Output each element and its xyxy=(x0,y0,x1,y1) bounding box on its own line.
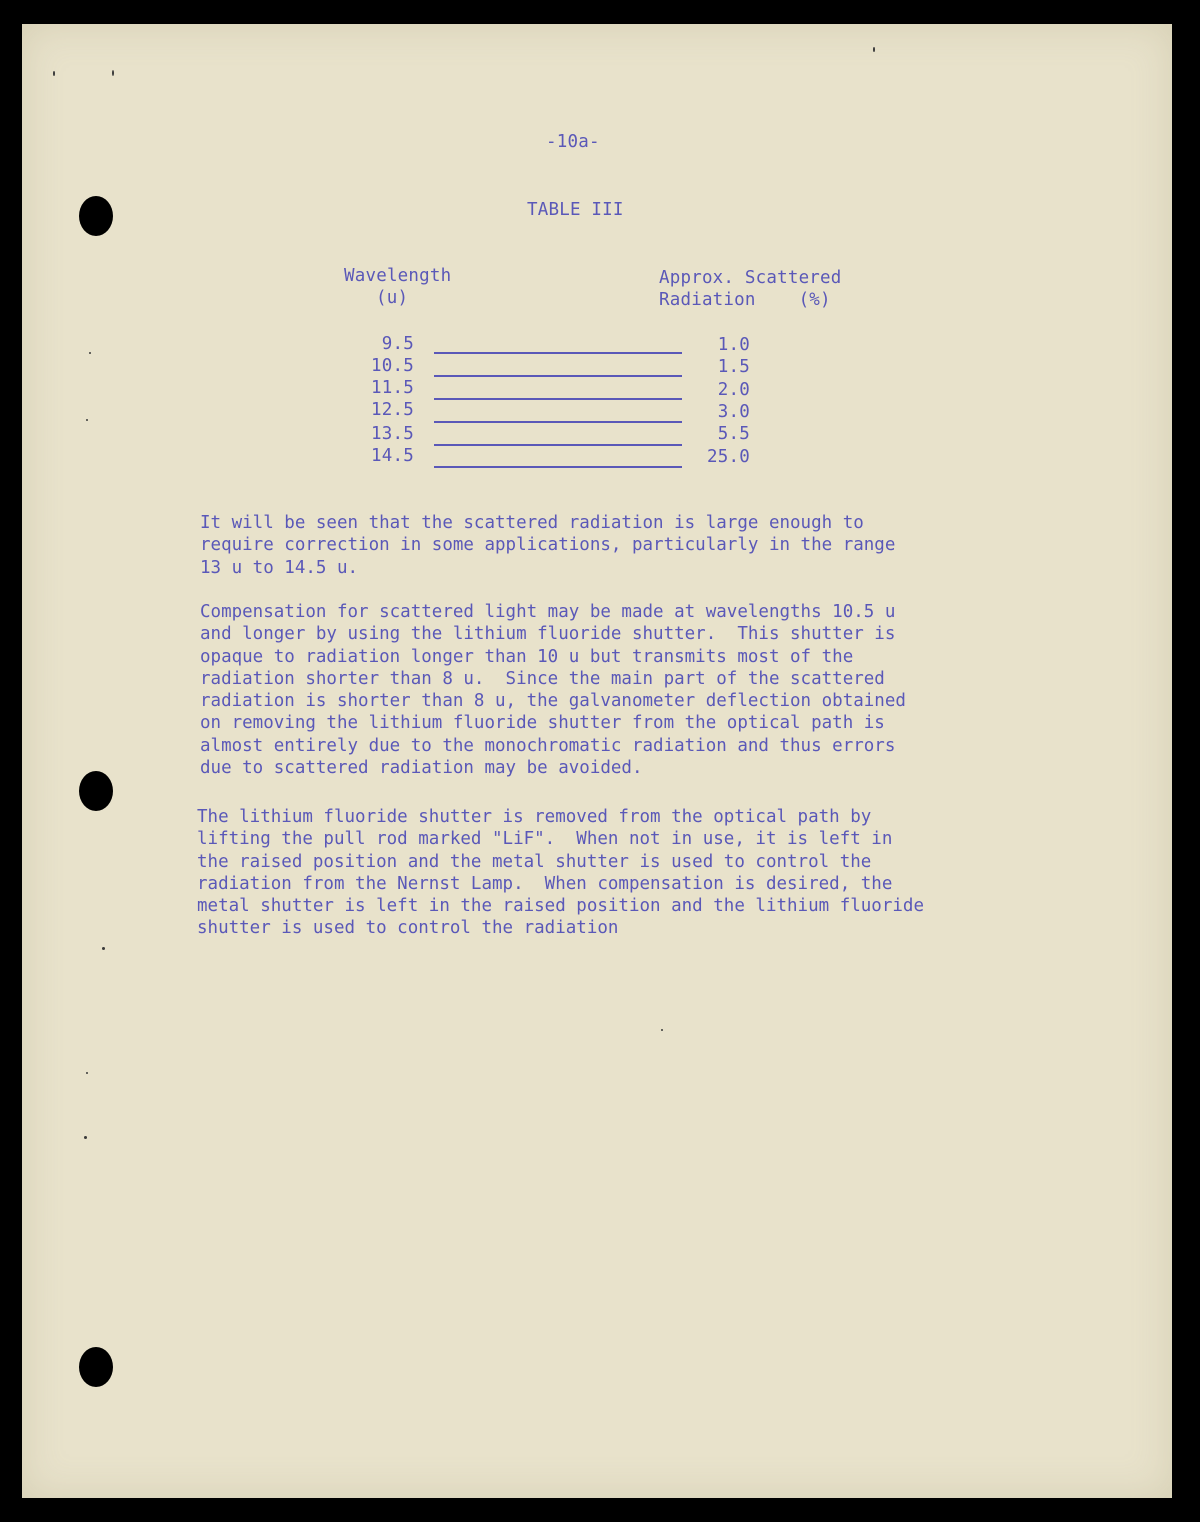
binder-hole-top xyxy=(79,196,113,236)
paragraph-line: lifting the pull rod marked "LiF". When not in use, it is left in xyxy=(197,829,893,850)
paragraph-line: require correction in some applications, particularly in the range xyxy=(200,535,896,556)
page-number: -10a- xyxy=(546,132,600,152)
leader-line xyxy=(434,375,682,377)
paragraph-line: 13 u to 14.5 u. xyxy=(200,557,359,578)
paper-speck xyxy=(112,70,114,76)
leader-line xyxy=(434,398,682,400)
paper-speck xyxy=(86,1072,88,1074)
paper-speck xyxy=(84,1136,87,1139)
leader-line xyxy=(434,421,682,423)
scattered-cell: 1.0 xyxy=(717,335,750,355)
scattered-unit-header: Radiation (%) xyxy=(659,290,831,310)
wavelength-header: Wavelength xyxy=(344,266,452,286)
paragraph-compensation xyxy=(200,601,906,779)
scattered-cell: 3.0 xyxy=(717,402,750,422)
wavelength-cell: 14.5 xyxy=(371,446,414,466)
leader-line xyxy=(434,466,682,468)
paragraph-lif-shutter xyxy=(197,806,924,940)
scattered-cell: 5.5 xyxy=(717,424,750,444)
wavelength-cell: 11.5 xyxy=(371,378,414,398)
paragraph-line: due to scattered radiation may be avoided. xyxy=(200,758,643,779)
paragraph-line: It will be seen that the scattered radiation is large enough to xyxy=(200,513,864,533)
scattered-header: Approx. Scattered xyxy=(659,268,842,288)
paragraph-line: metal shutter is left in the raised position and the lithium fluoride xyxy=(197,896,924,917)
paragraph-line: and longer by using the lithium fluoride shutter. This shutter is xyxy=(200,624,896,645)
scattered-cell: 25.0 xyxy=(707,447,750,467)
leader-line xyxy=(434,444,682,446)
scattered-cell: 1.5 xyxy=(717,357,750,377)
paragraph-line: radiation is shorter than 8 u, the galvanometer deflection obtained xyxy=(200,691,906,712)
scattered-cell: 2.0 xyxy=(717,380,750,400)
paragraph-line: almost entirely due to the monochromatic radiation and thus errors xyxy=(200,735,896,756)
paragraph-line: radiation from the Nernst Lamp. When compensation is desired, the xyxy=(197,873,893,894)
binder-hole-middle xyxy=(79,771,113,811)
paper-speck xyxy=(661,1029,663,1031)
paper-speck xyxy=(102,947,105,950)
paragraph-line: the raised position and the metal shutter is used to control the xyxy=(197,851,872,872)
paper-speck xyxy=(873,47,875,52)
paper-speck xyxy=(53,71,55,76)
wavelength-cell: 12.5 xyxy=(371,400,414,420)
table-title: TABLE III xyxy=(527,200,624,220)
paragraph-scattered-radiation xyxy=(200,512,895,579)
binder-hole-bottom xyxy=(79,1347,113,1387)
paper-speck xyxy=(86,419,88,421)
leader-line xyxy=(434,352,682,354)
wavelength-cell: 13.5 xyxy=(371,424,414,444)
paragraph-line: Compensation for scattered light may be made at wavelengths 10.5 u xyxy=(200,602,896,622)
paragraph-line: radiation shorter than 8 u. Since the main part of the scattered xyxy=(200,668,885,689)
wavelength-unit-header: (u) xyxy=(376,288,409,308)
paragraph-line: The lithium fluoride shutter is removed from the optical path by xyxy=(197,807,872,827)
paragraph-line: on removing the lithium fluoride shutter from the optical path is xyxy=(200,713,885,734)
wavelength-cell: 10.5 xyxy=(371,356,414,376)
paragraph-line: opaque to radiation longer than 10 u but transmits most of the xyxy=(200,646,854,667)
wavelength-cell: 9.5 xyxy=(381,334,414,354)
paper-speck xyxy=(89,352,91,354)
paragraph-line: shutter is used to control the radiation xyxy=(197,918,619,939)
